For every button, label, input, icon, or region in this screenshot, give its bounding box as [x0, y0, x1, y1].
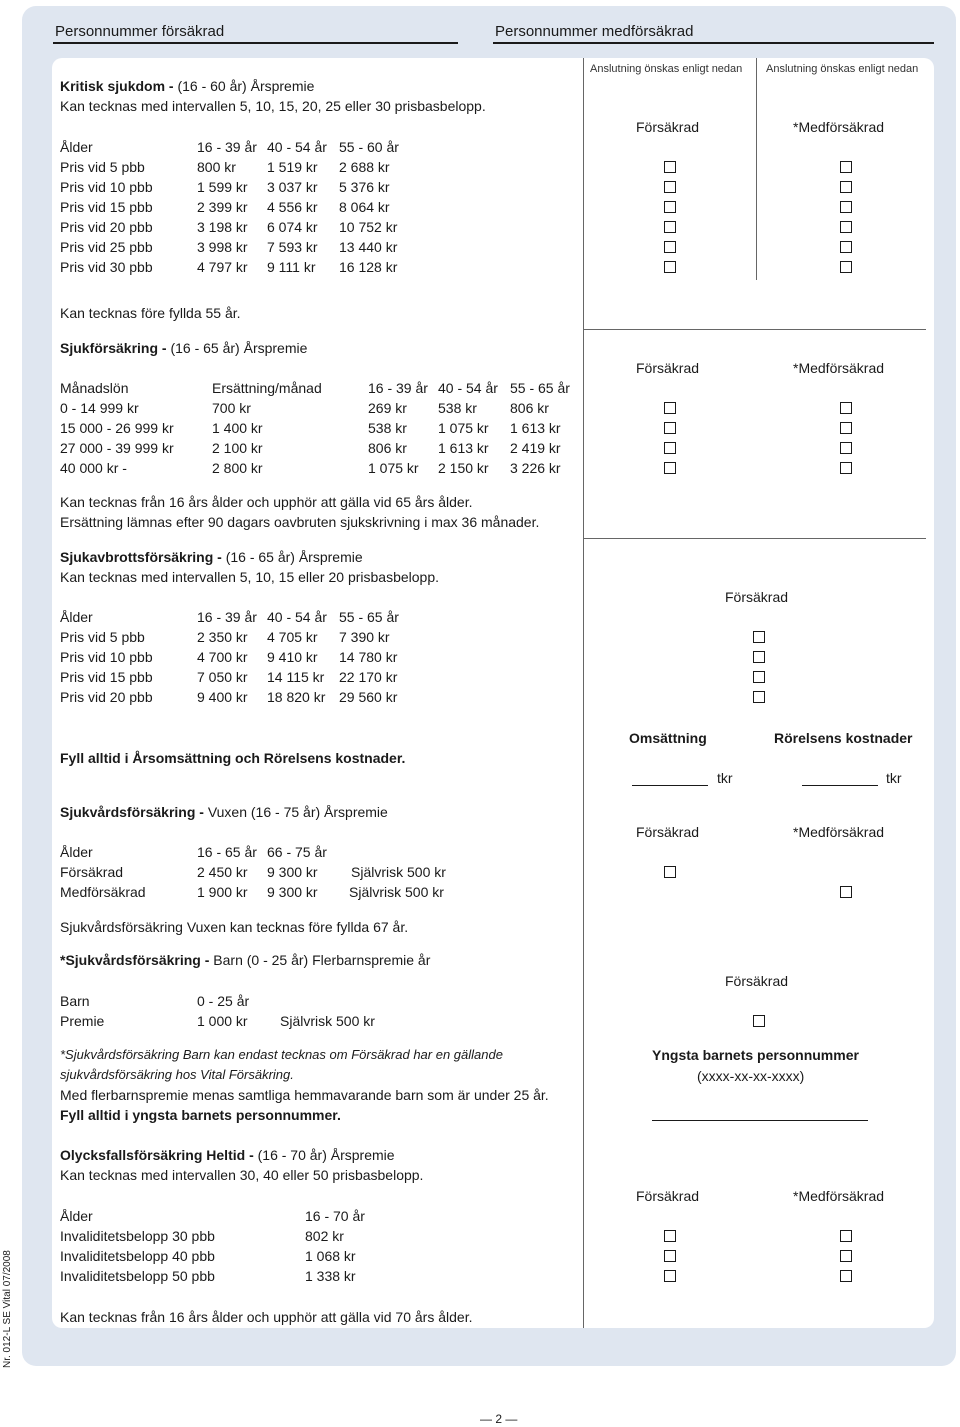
sjuk-head-age3: 55 - 65 år [510, 380, 570, 396]
kritisk-20pbb-forsakrad-checkbox[interactable] [664, 221, 676, 233]
price: 29 560 kr [339, 689, 398, 705]
price: 2 350 kr [197, 629, 248, 645]
anslutning-label-2: Anslutning önskas enligt nedan [766, 63, 919, 75]
barn-note-3: Med flerbarnspremie menas samtliga hemmavarande barn som är under 25 år. [60, 1087, 549, 1103]
price: 2 150 kr [438, 460, 489, 476]
page-number: — 2 — [480, 1412, 518, 1426]
sjukvard-head-age1: 16 - 65 år [197, 844, 257, 860]
sjuk-row2-medforsakrad-checkbox[interactable] [840, 422, 852, 434]
price: 7 390 kr [339, 629, 390, 645]
olycksfall-head-age: 16 - 70 år [305, 1208, 365, 1224]
row-label: Försäkrad [60, 864, 124, 880]
price: 9 111 kr [267, 259, 316, 275]
sjuk-head-age1: 16 - 39 år [368, 380, 428, 396]
kritisk-15pbb-medforsakrad-checkbox[interactable] [840, 201, 852, 213]
price: 10 752 kr [339, 219, 398, 235]
kritisk-note: Kan tecknas före fyllda 55 år. [60, 305, 241, 321]
column-divider-2 [756, 58, 757, 280]
sjukavbrott-head-age3: 55 - 65 år [339, 609, 399, 625]
row-label: 0 - 14 999 kr [60, 400, 139, 416]
price: 7 593 kr [267, 239, 318, 255]
kritisk-5pbb-medforsakrad-checkbox[interactable] [840, 161, 852, 173]
row-label: Pris vid 5 pbb [60, 629, 145, 645]
price: 538 kr [368, 420, 407, 436]
olycksfall-40pbb-medforsakrad-checkbox[interactable] [840, 1250, 852, 1262]
row-label: 27 000 - 39 999 kr [60, 440, 174, 456]
olycksfall-head-alder: Ålder [60, 1208, 93, 1224]
section-divider [583, 538, 926, 539]
sjukavbrott-20pbb-checkbox[interactable] [753, 691, 765, 703]
olycksfall-30pbb-forsakrad-checkbox[interactable] [664, 1230, 676, 1242]
price: 4 556 kr [267, 199, 318, 215]
price: 9 300 kr [267, 884, 318, 900]
sjukavbrott-fill-note: Fyll alltid i Årsomsättning och Rörelsens kostnader. [60, 750, 406, 766]
price: 3 998 kr [197, 239, 248, 255]
sjukavbrott-15pbb-checkbox[interactable] [753, 671, 765, 683]
yngsta-personnummer-field[interactable] [652, 1120, 868, 1121]
row-label: Invaliditetsbelopp 50 pbb [60, 1268, 215, 1284]
price: 1 599 kr [197, 179, 248, 195]
price: 1 613 kr [510, 420, 561, 436]
price: 1 075 kr [438, 420, 489, 436]
kritisk-15pbb-forsakrad-checkbox[interactable] [664, 201, 676, 213]
kritisk-head-age2: 40 - 54 år [267, 139, 327, 155]
price: 1 519 kr [267, 159, 318, 175]
row-label: Invaliditetsbelopp 30 pbb [60, 1228, 215, 1244]
ersattning: 1 400 kr [212, 420, 263, 436]
sjukvard-medforsakrad-checkbox[interactable] [840, 886, 852, 898]
kritisk-30pbb-forsakrad-checkbox[interactable] [664, 261, 676, 273]
price: 269 kr [368, 400, 407, 416]
price: 4 705 kr [267, 629, 318, 645]
price: 806 kr [368, 440, 407, 456]
yngsta-label: Yngsta barnets personnummer [652, 1047, 859, 1063]
sjukavbrott-title: Sjukavbrottsförsäkring - (16 - 65 år) Årspremie [60, 549, 363, 565]
barn-title: *Sjukvårdsförsäkring - Barn (0 - 25 år) Flerbarnspremie år [60, 952, 431, 968]
sjukvard-forsakrad-checkbox[interactable] [664, 866, 676, 878]
price: 2 399 kr [197, 199, 248, 215]
olycksfall-forsakrad-header: Försäkrad [636, 1188, 700, 1204]
sjuk-note-2: Ersättning lämnas efter 90 dagars oavbruten sjukskrivning i max 36 månader. [60, 514, 540, 530]
price: 18 820 kr [267, 689, 326, 705]
sjukavbrott-forsakrad-header: Försäkrad [725, 589, 789, 605]
price: 2 419 kr [510, 440, 561, 456]
price: 1 613 kr [438, 440, 489, 456]
kritisk-10pbb-forsakrad-checkbox[interactable] [664, 181, 676, 193]
sjukvard-head-age2: 66 - 75 år [267, 844, 327, 860]
row-label: Medförsäkrad [60, 884, 146, 900]
olycksfall-intro: Kan tecknas med intervallen 30, 40 eller 50 prisbasbelopp. [60, 1167, 424, 1183]
sjuk-row1-forsakrad-checkbox[interactable] [664, 402, 676, 414]
price: 538 kr [438, 400, 477, 416]
olycksfall-50pbb-forsakrad-checkbox[interactable] [664, 1270, 676, 1282]
price: 9 410 kr [267, 649, 318, 665]
kritisk-10pbb-medforsakrad-checkbox[interactable] [840, 181, 852, 193]
section-divider [583, 329, 926, 330]
kritisk-medforsakrad-header: *Medförsäkrad [793, 119, 885, 135]
ersattning: 2 100 kr [212, 440, 263, 456]
price: 2 688 kr [339, 159, 390, 175]
kritisk-20pbb-medforsakrad-checkbox[interactable] [840, 221, 852, 233]
price: 1 338 kr [305, 1268, 356, 1284]
sjuk-forsakrad-header: Försäkrad [636, 360, 700, 376]
barn-age: 0 - 25 år [197, 993, 250, 1009]
price: 3 226 kr [510, 460, 561, 476]
price: 6 074 kr [267, 219, 318, 235]
kritisk-head-alder: Ålder [60, 139, 93, 155]
kritisk-title: Kritisk sjukdom - (16 - 60 år) Årspremie [60, 78, 315, 94]
price: 4 797 kr [197, 259, 248, 275]
sjukavbrott-5pbb-checkbox[interactable] [753, 631, 765, 643]
price: 14 115 kr [267, 669, 325, 685]
price: 5 376 kr [339, 179, 390, 195]
row-label: Pris vid 10 pbb [60, 649, 153, 665]
olycksfall-40pbb-forsakrad-checkbox[interactable] [664, 1250, 676, 1262]
kritisk-30pbb-medforsakrad-checkbox[interactable] [840, 261, 852, 273]
ersattning: 2 800 kr [212, 460, 263, 476]
price: 13 440 kr [339, 239, 398, 255]
barn-sjalvrisk: Självrisk 500 kr [280, 1013, 375, 1029]
price: 8 064 kr [339, 199, 390, 215]
personnummer-forsakrad-label: Personnummer försäkrad [55, 23, 225, 40]
row-label: Pris vid 15 pbb [60, 669, 153, 685]
price: 3 198 kr [197, 219, 248, 235]
price: 16 128 kr [339, 259, 398, 275]
kritisk-forsakrad-header: Försäkrad [636, 119, 700, 135]
price: 9 300 kr [267, 864, 318, 880]
ersattning: 700 kr [212, 400, 251, 416]
sjukavbrott-head-age2: 40 - 54 år [267, 609, 327, 625]
price: 2 450 kr [197, 864, 248, 880]
kostnader-field[interactable] [802, 785, 878, 786]
price: 1 075 kr [368, 460, 419, 476]
price: 14 780 kr [339, 649, 398, 665]
row-label: 40 000 kr - [60, 460, 127, 476]
sjukvard-forsakrad-header: Försäkrad [636, 824, 700, 840]
kritisk-intro: Kan tecknas med intervallen 5, 10, 15, 20, 25 eller 30 prisbasbelopp. [60, 98, 486, 114]
price: 800 kr [197, 159, 236, 175]
row-label: 15 000 - 26 999 kr [60, 420, 174, 436]
sjuk-title: Sjukförsäkring - (16 - 65 år) Årspremie [60, 340, 308, 356]
kritisk-head-age3: 55 - 60 år [339, 139, 399, 155]
omsattning-unit: tkr [717, 770, 733, 786]
olycksfall-note: Kan tecknas från 16 års ålder och upphör att gälla vid 70 års ålder. [60, 1309, 473, 1325]
price: 802 kr [305, 1228, 344, 1244]
price: 3 037 kr [267, 179, 318, 195]
sjuk-head-ersattning: Ersättning/månad [212, 380, 322, 396]
omsattning-field[interactable] [632, 785, 708, 786]
kritisk-5pbb-forsakrad-checkbox[interactable] [664, 161, 676, 173]
personnummer-medforsakrad-field[interactable] [493, 42, 934, 44]
row-label: Pris vid 10 pbb [60, 179, 153, 195]
price: 1 068 kr [305, 1248, 356, 1264]
row-label: Pris vid 20 pbb [60, 689, 153, 705]
kostnader-label: Rörelsens kostnader [774, 730, 913, 746]
sjukavbrott-10pbb-checkbox[interactable] [753, 651, 765, 663]
form-number: Nr. 012-L SE Vital 07/2008 [2, 1250, 13, 1368]
olycksfall-medforsakrad-header: *Medförsäkrad [793, 1188, 885, 1204]
sjuk-row4-medforsakrad-checkbox[interactable] [840, 462, 852, 474]
barn-note-italic-2: sjukvårdsförsäkring hos Vital Försäkring. [60, 1067, 294, 1082]
barn-note-4: Fyll alltid i yngsta barnets personnummer. [60, 1107, 341, 1123]
sjukvard-head-alder: Ålder [60, 844, 93, 860]
sjukvard-title: Sjukvårdsförsäkring - Vuxen (16 - 75 år) Årspremie [60, 804, 388, 820]
personnummer-forsakrad-field[interactable] [53, 42, 458, 44]
price: 4 700 kr [197, 649, 248, 665]
barn-forsakrad-checkbox[interactable] [753, 1015, 765, 1027]
row-label: Pris vid 25 pbb [60, 239, 153, 255]
sjuk-note-1: Kan tecknas från 16 års ålder och upphör att gälla vid 65 års ålder. [60, 494, 473, 510]
price: 806 kr [510, 400, 549, 416]
sjuk-head-lon: Månadslön [60, 380, 129, 396]
row-label: Pris vid 20 pbb [60, 219, 153, 235]
olycksfall-30pbb-medforsakrad-checkbox[interactable] [840, 1230, 852, 1242]
price: 1 900 kr [197, 884, 248, 900]
premie-value: 1 000 kr [197, 1013, 248, 1029]
form-body [52, 58, 934, 1328]
sjuk-head-age2: 40 - 54 år [438, 380, 498, 396]
kostnader-unit: tkr [886, 770, 902, 786]
column-divider [583, 58, 584, 1328]
sjukavbrott-head-age1: 16 - 39 år [197, 609, 257, 625]
premie-label: Premie [60, 1013, 105, 1029]
price: 9 400 kr [197, 689, 248, 705]
sjukavbrott-intro: Kan tecknas med intervallen 5, 10, 15 eller 20 prisbasbelopp. [60, 569, 440, 585]
sjuk-medforsakrad-header: *Medförsäkrad [793, 360, 885, 376]
price: 22 170 kr [339, 669, 398, 685]
barn-label: Barn [60, 993, 90, 1009]
olycksfall-50pbb-medforsakrad-checkbox[interactable] [840, 1270, 852, 1282]
sjuk-row4-forsakrad-checkbox[interactable] [664, 462, 676, 474]
sjuk-row2-forsakrad-checkbox[interactable] [664, 422, 676, 434]
row-label: Invaliditetsbelopp 40 pbb [60, 1248, 215, 1264]
sjalvrisk: Självrisk 500 kr [351, 864, 446, 880]
row-label: Pris vid 30 pbb [60, 259, 153, 275]
sjuk-row3-forsakrad-checkbox[interactable] [664, 442, 676, 454]
sjukvard-medforsakrad-header: *Medförsäkrad [793, 824, 885, 840]
anslutning-label-1: Anslutning önskas enligt nedan [590, 63, 743, 75]
sjukavbrott-head-alder: Ålder [60, 609, 93, 625]
row-label: Pris vid 5 pbb [60, 159, 145, 175]
kritisk-head-age1: 16 - 39 år [197, 139, 257, 155]
kritisk-25pbb-forsakrad-checkbox[interactable] [664, 241, 676, 253]
sjukvard-note: Sjukvårdsförsäkring Vuxen kan tecknas före fyllda 67 år. [60, 919, 409, 935]
yngsta-format: (xxxx-xx-xx-xxxx) [697, 1068, 805, 1084]
personnummer-medforsakrad-label: Personnummer medförsäkrad [495, 23, 694, 40]
barn-note-italic-1: *Sjukvårdsförsäkring Barn kan endast tecknas om Försäkrad har en gällande [60, 1047, 503, 1062]
omsattning-label: Omsättning [629, 730, 707, 746]
price: 7 050 kr [197, 669, 248, 685]
olycksfall-title: Olycksfallsförsäkring Heltid - (16 - 70 år) Årspremie [60, 1147, 395, 1163]
sjalvrisk: Självrisk 500 kr [349, 884, 444, 900]
barn-forsakrad-header: Försäkrad [725, 973, 789, 989]
sjuk-row3-medforsakrad-checkbox[interactable] [840, 442, 852, 454]
row-label: Pris vid 15 pbb [60, 199, 153, 215]
sjuk-row1-medforsakrad-checkbox[interactable] [840, 402, 852, 414]
kritisk-25pbb-medforsakrad-checkbox[interactable] [840, 241, 852, 253]
